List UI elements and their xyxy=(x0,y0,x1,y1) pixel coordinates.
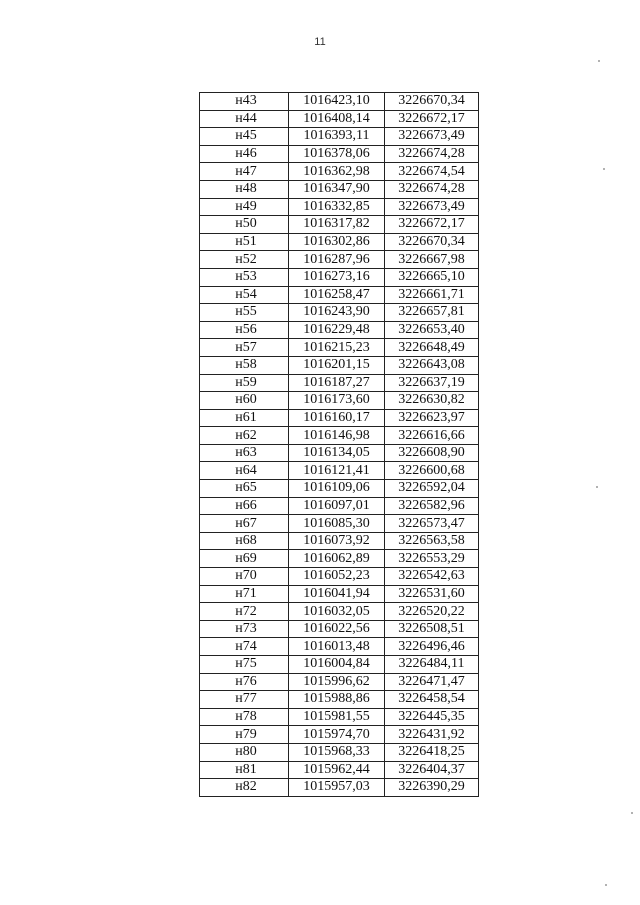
y-coordinate-cell: 3226648,49 xyxy=(385,339,479,357)
point-cell: н79 xyxy=(200,726,289,744)
table-row xyxy=(200,603,479,621)
y-coordinate-cell: 3226643,08 xyxy=(385,356,479,374)
point-cell: н44 xyxy=(200,110,289,128)
scan-speck xyxy=(598,60,600,62)
table-row xyxy=(200,497,479,515)
table-row xyxy=(200,515,479,533)
table-row xyxy=(200,743,479,761)
x-coordinate-cell: 1016393,11 xyxy=(289,128,385,146)
table-row xyxy=(200,128,479,146)
table-row xyxy=(200,532,479,550)
table-row xyxy=(200,110,479,128)
x-coordinate-cell: 1015981,55 xyxy=(289,708,385,726)
x-coordinate-cell: 1016022,56 xyxy=(289,620,385,638)
x-coordinate-cell: 1016041,94 xyxy=(289,585,385,603)
point-cell: н70 xyxy=(200,568,289,586)
point-cell: н53 xyxy=(200,268,289,286)
table-row xyxy=(200,163,479,181)
y-coordinate-cell: 3226508,51 xyxy=(385,620,479,638)
point-cell: н58 xyxy=(200,356,289,374)
point-cell: н65 xyxy=(200,480,289,498)
y-coordinate-cell: 3226673,49 xyxy=(385,128,479,146)
point-cell: н73 xyxy=(200,620,289,638)
x-coordinate-cell: 1015957,03 xyxy=(289,779,385,797)
table-row xyxy=(200,409,479,427)
scan-speck xyxy=(605,884,607,886)
point-cell: н59 xyxy=(200,374,289,392)
point-cell: н75 xyxy=(200,656,289,674)
table-row xyxy=(200,268,479,286)
y-coordinate-cell: 3226667,98 xyxy=(385,251,479,269)
point-cell: н76 xyxy=(200,673,289,691)
point-cell: н60 xyxy=(200,392,289,410)
y-coordinate-cell: 3226600,68 xyxy=(385,462,479,480)
x-coordinate-cell: 1016302,86 xyxy=(289,233,385,251)
table-row xyxy=(200,620,479,638)
point-cell: н67 xyxy=(200,515,289,533)
x-coordinate-cell: 1015996,62 xyxy=(289,673,385,691)
point-cell: н69 xyxy=(200,550,289,568)
y-coordinate-cell: 3226673,49 xyxy=(385,198,479,216)
y-coordinate-cell: 3226608,90 xyxy=(385,444,479,462)
y-coordinate-cell: 3226484,11 xyxy=(385,656,479,674)
y-coordinate-cell: 3226637,19 xyxy=(385,374,479,392)
scan-speck xyxy=(631,812,633,814)
coordinates-table-body xyxy=(200,93,479,797)
x-coordinate-cell: 1016243,90 xyxy=(289,304,385,322)
y-coordinate-cell: 3226404,37 xyxy=(385,761,479,779)
y-coordinate-cell: 3226661,71 xyxy=(385,286,479,304)
x-coordinate-cell: 1016332,85 xyxy=(289,198,385,216)
x-coordinate-cell: 1016146,98 xyxy=(289,427,385,445)
y-coordinate-cell: 3226431,92 xyxy=(385,726,479,744)
y-coordinate-cell: 3226657,81 xyxy=(385,304,479,322)
point-cell: н81 xyxy=(200,761,289,779)
point-cell: н57 xyxy=(200,339,289,357)
y-coordinate-cell: 3226553,29 xyxy=(385,550,479,568)
x-coordinate-cell: 1016273,16 xyxy=(289,268,385,286)
table-row xyxy=(200,444,479,462)
point-cell: н68 xyxy=(200,532,289,550)
x-coordinate-cell: 1016134,05 xyxy=(289,444,385,462)
table-row xyxy=(200,673,479,691)
y-coordinate-cell: 3226592,04 xyxy=(385,480,479,498)
y-coordinate-cell: 3226672,17 xyxy=(385,110,479,128)
x-coordinate-cell: 1015974,70 xyxy=(289,726,385,744)
point-cell: н56 xyxy=(200,321,289,339)
table-row xyxy=(200,568,479,586)
x-coordinate-cell: 1016109,06 xyxy=(289,480,385,498)
y-coordinate-cell: 3226616,66 xyxy=(385,427,479,445)
table-row xyxy=(200,427,479,445)
table-row xyxy=(200,216,479,234)
x-coordinate-cell: 1016160,17 xyxy=(289,409,385,427)
table-row xyxy=(200,638,479,656)
point-cell: н77 xyxy=(200,691,289,709)
table-row xyxy=(200,779,479,797)
y-coordinate-cell: 3226665,10 xyxy=(385,268,479,286)
point-cell: н43 xyxy=(200,93,289,111)
x-coordinate-cell: 1015968,33 xyxy=(289,743,385,761)
table-row xyxy=(200,585,479,603)
table-row xyxy=(200,286,479,304)
x-coordinate-cell: 1016317,82 xyxy=(289,216,385,234)
point-cell: н61 xyxy=(200,409,289,427)
point-cell: н51 xyxy=(200,233,289,251)
point-cell: н72 xyxy=(200,603,289,621)
x-coordinate-cell: 1016423,10 xyxy=(289,93,385,111)
table-row xyxy=(200,374,479,392)
x-coordinate-cell: 1016173,60 xyxy=(289,392,385,410)
table-row xyxy=(200,691,479,709)
y-coordinate-cell: 3226496,46 xyxy=(385,638,479,656)
point-cell: н52 xyxy=(200,251,289,269)
x-coordinate-cell: 1016215,23 xyxy=(289,339,385,357)
x-coordinate-cell: 1016287,96 xyxy=(289,251,385,269)
y-coordinate-cell: 3226630,82 xyxy=(385,392,479,410)
point-cell: н82 xyxy=(200,779,289,797)
y-coordinate-cell: 3226390,29 xyxy=(385,779,479,797)
x-coordinate-cell: 1016187,27 xyxy=(289,374,385,392)
table-row xyxy=(200,198,479,216)
scan-speck xyxy=(603,168,605,170)
x-coordinate-cell: 1015962,44 xyxy=(289,761,385,779)
table-row xyxy=(200,180,479,198)
table-row xyxy=(200,321,479,339)
point-cell: н46 xyxy=(200,145,289,163)
scan-speck xyxy=(596,486,598,488)
table-row xyxy=(200,550,479,568)
point-cell: н50 xyxy=(200,216,289,234)
table-row xyxy=(200,93,479,111)
x-coordinate-cell: 1016347,90 xyxy=(289,180,385,198)
point-cell: н54 xyxy=(200,286,289,304)
point-cell: н80 xyxy=(200,743,289,761)
x-coordinate-cell: 1016408,14 xyxy=(289,110,385,128)
y-coordinate-cell: 3226418,25 xyxy=(385,743,479,761)
page-number: 11 xyxy=(314,36,326,48)
table-row xyxy=(200,480,479,498)
point-cell: н49 xyxy=(200,198,289,216)
y-coordinate-cell: 3226670,34 xyxy=(385,93,479,111)
y-coordinate-cell: 3226674,54 xyxy=(385,163,479,181)
point-cell: н71 xyxy=(200,585,289,603)
y-coordinate-cell: 3226445,35 xyxy=(385,708,479,726)
x-coordinate-cell: 1016013,48 xyxy=(289,638,385,656)
x-coordinate-cell: 1016201,15 xyxy=(289,356,385,374)
y-coordinate-cell: 3226520,22 xyxy=(385,603,479,621)
table-row xyxy=(200,304,479,322)
y-coordinate-cell: 3226672,17 xyxy=(385,216,479,234)
point-cell: н63 xyxy=(200,444,289,462)
point-cell: н47 xyxy=(200,163,289,181)
y-coordinate-cell: 3226563,58 xyxy=(385,532,479,550)
y-coordinate-cell: 3226458,54 xyxy=(385,691,479,709)
x-coordinate-cell: 1016362,98 xyxy=(289,163,385,181)
x-coordinate-cell: 1016062,89 xyxy=(289,550,385,568)
y-coordinate-cell: 3226542,63 xyxy=(385,568,479,586)
table-row xyxy=(200,656,479,674)
point-cell: н45 xyxy=(200,128,289,146)
x-coordinate-cell: 1016378,06 xyxy=(289,145,385,163)
x-coordinate-cell: 1016073,92 xyxy=(289,532,385,550)
y-coordinate-cell: 3226670,34 xyxy=(385,233,479,251)
point-cell: н55 xyxy=(200,304,289,322)
x-coordinate-cell: 1016229,48 xyxy=(289,321,385,339)
table-row xyxy=(200,726,479,744)
x-coordinate-cell: 1016004,84 xyxy=(289,656,385,674)
coordinates-table xyxy=(199,92,479,797)
y-coordinate-cell: 3226623,97 xyxy=(385,409,479,427)
table-row xyxy=(200,356,479,374)
point-cell: н74 xyxy=(200,638,289,656)
y-coordinate-cell: 3226471,47 xyxy=(385,673,479,691)
x-coordinate-cell: 1016052,23 xyxy=(289,568,385,586)
table-row xyxy=(200,339,479,357)
y-coordinate-cell: 3226582,96 xyxy=(385,497,479,515)
x-coordinate-cell: 1016121,41 xyxy=(289,462,385,480)
point-cell: н64 xyxy=(200,462,289,480)
table-row xyxy=(200,145,479,163)
point-cell: н78 xyxy=(200,708,289,726)
table-row xyxy=(200,233,479,251)
table-row xyxy=(200,392,479,410)
table-row xyxy=(200,708,479,726)
y-coordinate-cell: 3226674,28 xyxy=(385,145,479,163)
y-coordinate-cell: 3226531,60 xyxy=(385,585,479,603)
point-cell: н62 xyxy=(200,427,289,445)
table-row xyxy=(200,462,479,480)
point-cell: н48 xyxy=(200,180,289,198)
x-coordinate-cell: 1016097,01 xyxy=(289,497,385,515)
point-cell: н66 xyxy=(200,497,289,515)
y-coordinate-cell: 3226573,47 xyxy=(385,515,479,533)
x-coordinate-cell: 1016085,30 xyxy=(289,515,385,533)
table-row xyxy=(200,761,479,779)
x-coordinate-cell: 1016032,05 xyxy=(289,603,385,621)
x-coordinate-cell: 1016258,47 xyxy=(289,286,385,304)
y-coordinate-cell: 3226653,40 xyxy=(385,321,479,339)
y-coordinate-cell: 3226674,28 xyxy=(385,180,479,198)
x-coordinate-cell: 1015988,86 xyxy=(289,691,385,709)
table-row xyxy=(200,251,479,269)
